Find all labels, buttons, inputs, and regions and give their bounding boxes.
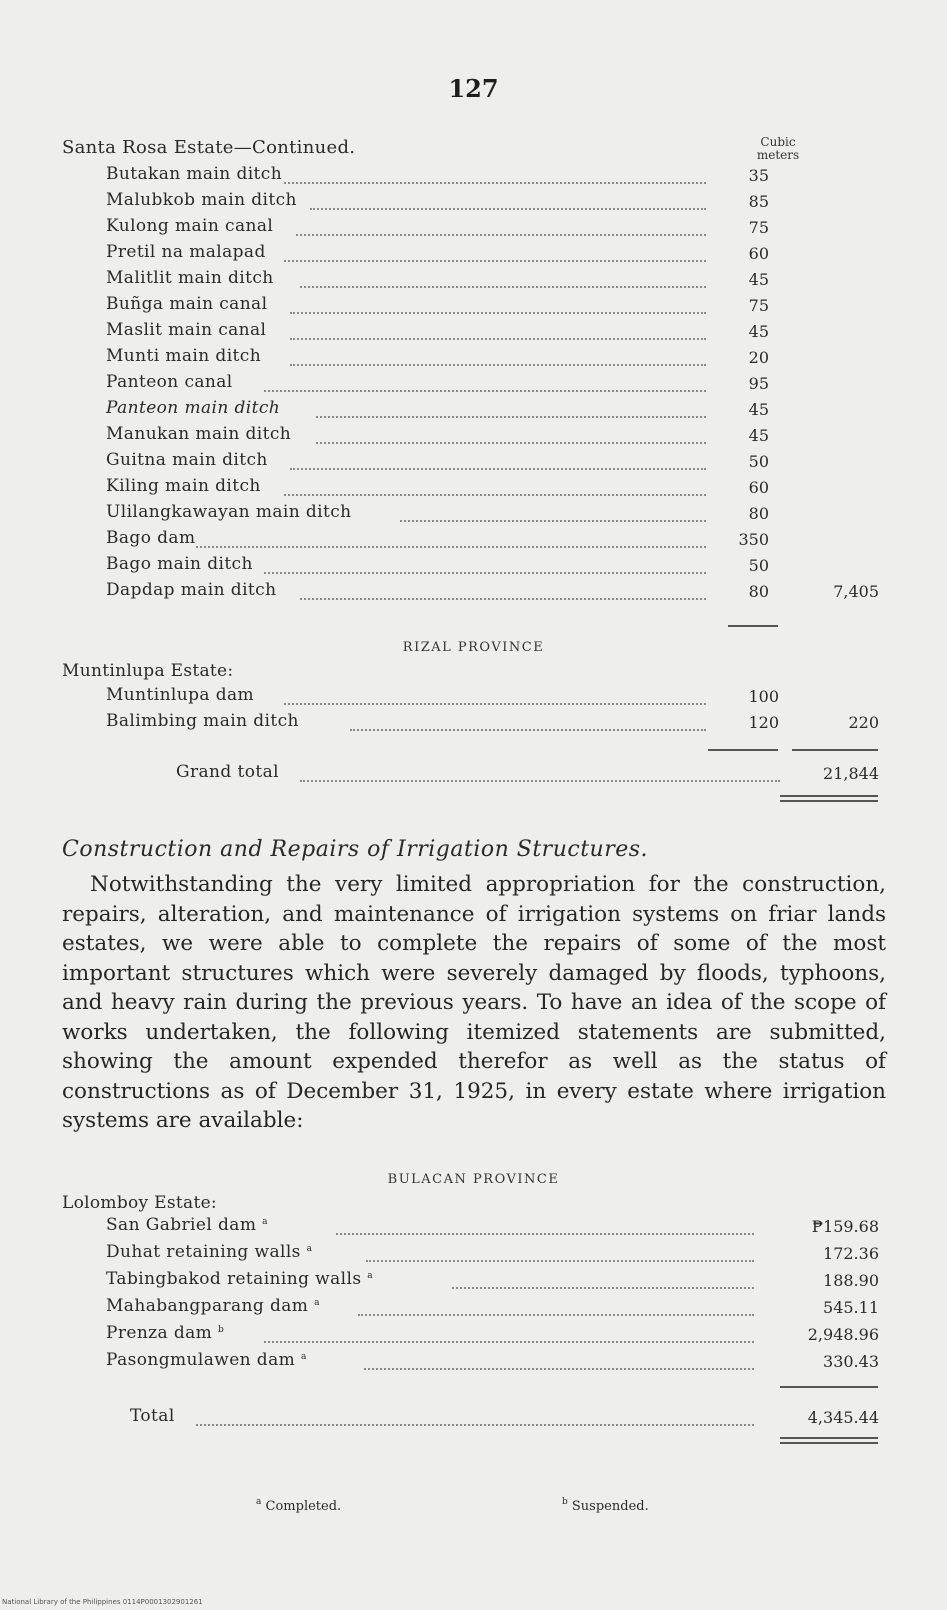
leader-dots (336, 1233, 754, 1235)
item-label: Bago dam (106, 528, 196, 548)
leader-dots (350, 729, 706, 731)
item-value: 188.90 (823, 1271, 879, 1290)
table-row (0, 1350, 947, 1374)
table-row (0, 346, 947, 370)
muntinlupa-estate-heading: Muntinlupa Estate: (62, 661, 234, 681)
leader-dots (300, 780, 780, 782)
item-label (106, 1350, 307, 1370)
rizal-province-heading: RIZAL PROVINCE (402, 640, 545, 655)
bulacan-total-row (0, 1406, 947, 1430)
item-label (106, 1323, 224, 1343)
leader-dots (366, 1260, 754, 1262)
footnote-mark: a (314, 1298, 320, 1308)
item-value: 20 (748, 348, 769, 367)
leader-dots (196, 1424, 754, 1426)
total-label: Total (130, 1406, 175, 1426)
page-number: 127 (448, 74, 499, 103)
item-label: Buñga main canal (106, 294, 268, 314)
table-row (0, 685, 947, 709)
lolomboy-estate-heading: Lolomboy Estate: (62, 1193, 217, 1213)
table-row (0, 372, 947, 396)
table-row (0, 711, 947, 735)
leader-dots (284, 703, 706, 705)
item-value: 545.11 (823, 1298, 879, 1317)
leader-dots (290, 312, 706, 314)
table-row (0, 242, 947, 266)
item-label: Pretil na malapad (106, 242, 266, 262)
footnote-mark: b (218, 1325, 225, 1335)
column-rule (708, 749, 778, 751)
item-name: Pasongmulawen dam (106, 1350, 296, 1370)
table-row (0, 320, 947, 344)
footnote-completed (256, 1497, 341, 1514)
leader-dots (358, 1314, 754, 1316)
subtotal-value: 220 (848, 713, 879, 732)
item-value: 95 (748, 374, 769, 393)
item-label: Manukan main ditch (106, 424, 292, 444)
leader-dots (296, 234, 706, 236)
column-rule (792, 749, 878, 751)
column-rule (780, 1386, 878, 1388)
item-name: Prenza dam (106, 1323, 213, 1343)
item-label: Muntinlupa dam (106, 685, 255, 705)
footnote-mark: b (562, 1497, 568, 1507)
leader-dots (364, 1368, 754, 1370)
item-value: 2,948.96 (807, 1325, 879, 1344)
leader-dots (284, 494, 706, 496)
footnote-text: Completed. (265, 1499, 342, 1514)
item-label: Malubkob main ditch (106, 190, 297, 210)
footnote-text: Suspended. (571, 1499, 649, 1514)
santa-rosa-heading: Santa Rosa Estate—Continued. (62, 137, 356, 158)
item-label (106, 1269, 373, 1289)
item-name: San Gabriel dam (106, 1215, 257, 1235)
grand-total-value: 21,844 (823, 764, 879, 783)
table-row (0, 164, 947, 188)
leader-dots (290, 468, 706, 470)
table-row (0, 580, 947, 604)
bulacan-province-heading: BULACAN PROVINCE (387, 1172, 560, 1187)
item-label: Balimbing main ditch (106, 711, 299, 731)
leader-dots (316, 416, 706, 418)
footnote-mark: a (256, 1497, 262, 1507)
item-value: 120 (748, 713, 779, 732)
item-label: Butakan main ditch (106, 164, 283, 184)
item-value: 45 (748, 400, 769, 419)
item-value: 45 (748, 322, 769, 341)
table-row (0, 1323, 947, 1347)
item-value: 100 (748, 687, 779, 706)
leader-dots (290, 338, 706, 340)
item-label: Dapdap main ditch (106, 580, 277, 600)
item-name: Duhat retaining walls (106, 1242, 301, 1262)
item-value: 75 (748, 296, 769, 315)
column-rule (728, 625, 778, 627)
table-row (0, 502, 947, 526)
footnote-mark: a (262, 1217, 268, 1227)
item-value: 60 (748, 478, 769, 497)
item-label: Munti main ditch (106, 346, 262, 366)
paragraph-text: Notwithstanding the very limited appropriation for the construction, repairs, alteration, and maintenance of irrigation systems on friar lands estates, we were able to complete the repairs of some of the most important structures which were severely damaged by floods, typhoons, and heavy rain during the previous years. To have an idea of the scope of works undertaken, the following itemized statements are submitted, showing the amount expended therefor as well as the status of constructions as of December 31, 1925, in every estate where irrigation systems are available: (62, 872, 886, 1133)
leader-dots (264, 1341, 754, 1343)
unit-header: Cubic meters (756, 135, 800, 162)
leader-dots (290, 364, 706, 366)
leader-dots (300, 598, 706, 600)
leader-dots (300, 286, 706, 288)
item-value: 45 (748, 426, 769, 445)
item-value: 50 (748, 452, 769, 471)
total-double-rule (780, 1437, 878, 1444)
table-row (0, 268, 947, 292)
table-row (0, 450, 947, 474)
leader-dots (316, 442, 706, 444)
library-credit: National Library of the Philippines 0114P0001302901261 (2, 1598, 203, 1606)
item-label: Kulong main canal (106, 216, 274, 236)
item-value: 75 (748, 218, 769, 237)
footnote-suspended (562, 1497, 649, 1514)
item-label: Ulilangkawayan main ditch (106, 502, 352, 522)
item-value: 80 (748, 504, 769, 523)
item-value: 172.36 (823, 1244, 879, 1263)
construction-heading: Construction and Repairs of Irrigation Structures. (62, 837, 649, 862)
item-label: Kiling main ditch (106, 476, 261, 496)
item-label: Maslit main canal (106, 320, 267, 340)
item-value: 60 (748, 244, 769, 263)
grand-total-row (0, 762, 947, 786)
leader-dots (264, 572, 706, 574)
item-label (106, 1215, 268, 1235)
item-value: 45 (748, 270, 769, 289)
item-value: ₱159.68 (811, 1217, 879, 1236)
construction-paragraph (62, 870, 886, 1136)
footnote-mark: a (300, 1352, 307, 1362)
item-name: Mahabangparang dam (106, 1296, 309, 1316)
leader-dots (196, 546, 706, 548)
footnote-mark: a (306, 1244, 313, 1254)
item-value: 50 (748, 556, 769, 575)
leader-dots (452, 1287, 754, 1289)
table-row (0, 424, 947, 448)
item-label: Panteon canal (106, 372, 233, 392)
leader-dots (284, 182, 706, 184)
table-row (0, 554, 947, 578)
item-label: Bago main ditch (106, 554, 253, 574)
table-row (0, 1269, 947, 1293)
item-name: Tabingbakod retaining walls (106, 1269, 362, 1289)
item-label (106, 1242, 312, 1262)
total-value: 4,345.44 (807, 1408, 879, 1427)
leader-dots (400, 520, 706, 522)
grand-total-label: Grand total (176, 762, 279, 782)
item-label: Panteon main ditch (106, 398, 281, 418)
item-label (106, 1296, 320, 1316)
footnote-mark: a (367, 1271, 374, 1281)
table-row (0, 216, 947, 240)
table-row (0, 1296, 947, 1320)
item-value: 350 (738, 530, 769, 549)
total-double-rule (780, 795, 878, 802)
item-label: Guitna main ditch (106, 450, 268, 470)
leader-dots (264, 390, 706, 392)
item-value: 330.43 (823, 1352, 879, 1371)
item-value: 35 (748, 166, 769, 185)
table-row (0, 294, 947, 318)
item-label: Malitlit main ditch (106, 268, 274, 288)
table-row (0, 528, 947, 552)
table-row (0, 398, 947, 422)
leader-dots (284, 260, 706, 262)
leader-dots (310, 208, 706, 210)
table-row (0, 1242, 947, 1266)
subtotal-value: 7,405 (833, 582, 879, 601)
table-row (0, 190, 947, 214)
table-row (0, 1215, 947, 1239)
item-value: 80 (748, 582, 769, 601)
table-row (0, 476, 947, 500)
item-value: 85 (748, 192, 769, 211)
